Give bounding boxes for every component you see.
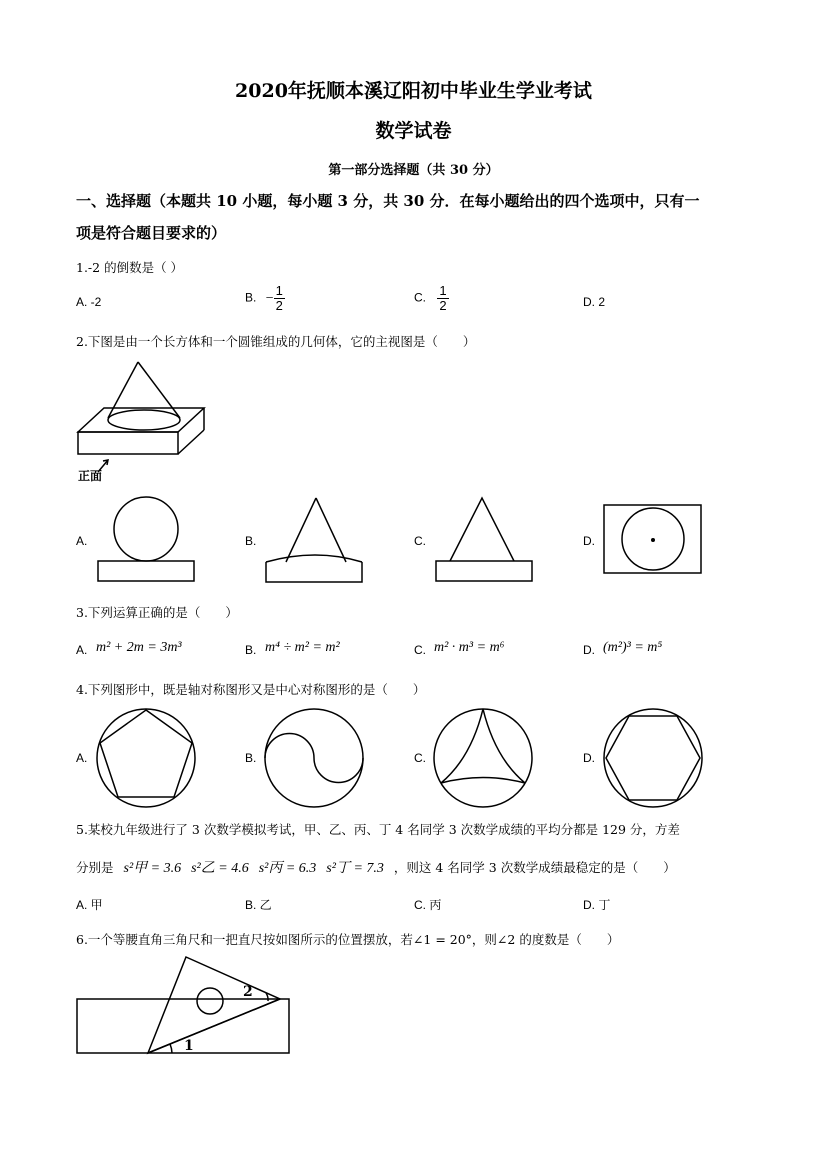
q4-text: 4.下列图形中，既是轴对称图形又是中心对称图形的是（ ） [76,682,426,697]
q3-option-c: m² · m³ = m⁶ [434,640,505,655]
page-title: 2020年抚顺本溪辽阳初中毕业生学业考试 [235,80,592,102]
q5-variance-jia: s²甲 = 3.6 [123,861,182,876]
q3-option-d: (m²)³ = m⁵ [603,640,663,655]
q2-option-d-figure [603,504,703,574]
q2-option-a-figure [96,496,196,582]
q1-b-num: 1 [275,283,283,298]
q1-c-num: 1 [439,283,447,298]
q5-variance-yi: s²乙 = 4.6 [191,861,249,876]
q2-option-b-label: B. [245,534,257,548]
q5-line2-prefix: 分别是 [76,860,114,875]
q1-text: 1.-2 的倒数是（ ） [76,260,184,275]
q1-option-b [245,284,285,313]
q4-option-a-label: A. [76,751,88,765]
q1-option-d: D. 2 [583,295,606,309]
q5-option-b: B. 乙 [245,898,272,912]
q5-text-line2 [76,857,676,877]
q5-option-a: A. 甲 [76,898,103,912]
q5-variance-bing: s²丙 = 6.3 [258,861,317,876]
q3-option-d-label: D. [583,643,595,657]
q5-option-d: D. 丁 [583,898,611,912]
q4-option-b-figure [264,708,366,810]
q1-b-label: B. [245,290,257,305]
q2-option-d-label: D. [583,534,595,548]
q1-c-den: 2 [439,298,447,313]
q1-option-c [414,284,449,313]
q5-option-c: C. 丙 [414,898,442,912]
q4-option-d-figure [603,708,705,810]
q1-b-den: 2 [275,298,283,313]
q2-option-b-figure [264,496,366,584]
q5-text-line1: 5.某校九年级进行了 3 次数学模拟考试，甲、乙、丙、丁 4 名同学 3 次数学成绩的平均分都是 129 分，方差 [76,822,680,837]
q1-option-a: A. -2 [76,295,102,309]
page-subtitle: 数学试卷 [375,120,452,142]
q3-option-b-label: B. [245,643,257,657]
q3-option-a-label: A. [76,643,88,657]
section-heading-line1: 一、选择题（本题共 10 小题，每小题 3 分，共 30 分．在每小题给出的四个选项中，只有一 [76,192,700,210]
q4-option-a-figure [96,708,198,810]
q5-variance-ding: s²丁 = 7.3 [326,861,384,876]
part-heading: 第一部分选择题（共 30 分） [328,163,499,178]
q4-option-c-label: C. [414,751,426,765]
q6-angle-1-label: 1 [184,1038,194,1054]
q4-option-c-figure [433,708,535,810]
q1-b-sign: − [265,290,274,306]
q2-option-c-label: C. [414,534,426,548]
q6-text: 6.一个等腰直角三角尺和一把直尺按如图所示的位置摆放，若∠1 = 20°，则∠2 的度数是（ ） [76,932,620,947]
q6-angle-2-label: 2 [243,984,253,1000]
q3-option-c-label: C. [414,643,426,657]
q2-text: 2.下图是由一个长方体和一个圆锥组成的几何体，它的主视图是（ ） [76,334,476,349]
q2-option-c-figure [434,496,534,582]
q5-line2-suffix: ，则这 4 名同学 3 次数学成绩最稳定的是（ ） [393,860,676,875]
q2-option-a-label: A. [76,534,88,548]
section-heading-line2: 项是符合题目要求的） [76,224,227,242]
front-view-label: 正面 [78,469,103,483]
q3-option-b: m⁴ ÷ m² = m² [265,640,340,655]
q4-option-b-label: B. [245,751,257,765]
q4-option-d-label: D. [583,751,595,765]
q3-text: 3.下列运算正确的是（ ） [76,605,238,620]
q1-c-label: C. [414,290,426,305]
q3-option-a: m² + 2m = 3m³ [96,640,182,655]
